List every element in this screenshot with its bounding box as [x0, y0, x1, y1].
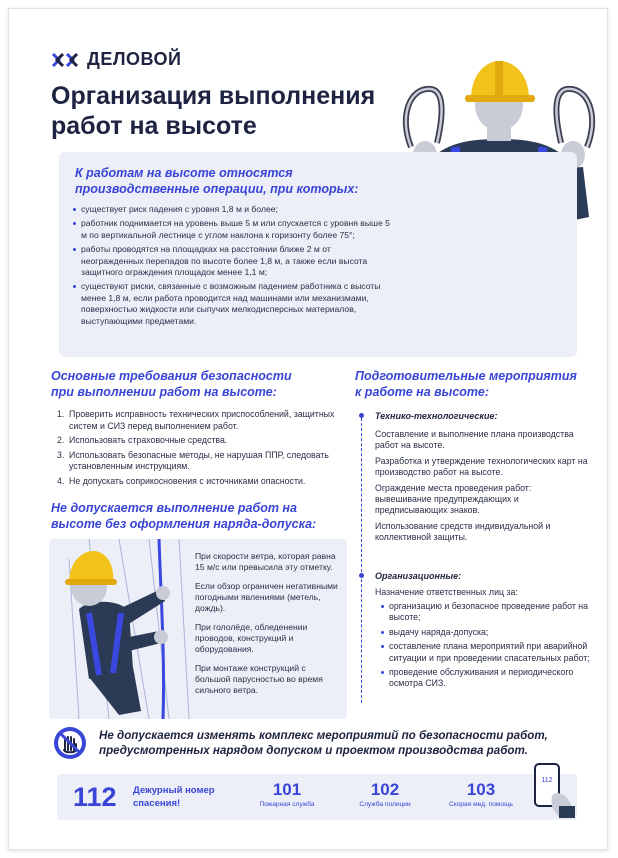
intro-heading: К работам на высоте относятся производственные операции, при которых: — [75, 166, 359, 196]
prep-heading: Подготовительные мероприятия к работе на высоте: — [355, 369, 577, 399]
org-heading: Организационные: — [375, 571, 462, 581]
list-item: 2. Использовать страховочные средства. — [57, 435, 228, 446]
service-number: 102 — [370, 780, 400, 799]
page-title: Организация выполнения работ на высоте — [51, 82, 376, 140]
phone-screen-number: 112 — [541, 777, 553, 784]
list-item: работник поднимается на уровень выше 5 м или спускается с уровня выше 5 м по вертикальной лестнице с углом наклона к горизонту более 75°; — [73, 218, 393, 241]
intro-list — [73, 204, 393, 330]
org-list — [381, 601, 591, 693]
permit-panel — [49, 539, 347, 719]
phone-in-hand-icon — [527, 760, 577, 820]
timeline-dot — [359, 413, 364, 418]
list-item: Использование средств индивидуальной и коллективной защиты. — [375, 520, 551, 543]
list-item: 1. Проверить исправность технических приспособлений, защитных систем и СИЗ перед выполнением работ. — [57, 409, 335, 431]
list-item: Разработка и утверждение технологических карт на производство работ на высоте. — [375, 455, 588, 478]
main-emergency-label: Дежурный номер спасения! — [133, 785, 215, 809]
timeline-dot — [359, 573, 364, 578]
warning-banner — [53, 725, 583, 761]
list-item: работы проводятся на площадках на расстоянии ближе 2 м от неогражденных перепадов по высоте более 1,8 м, а также если высота защитного ограждения площадок менее 1,1 м; — [73, 244, 393, 278]
timeline-line — [361, 413, 362, 703]
list-item: Ограждение места проведения работ: вывешивание предупреждающих и предписывающих знаков. — [375, 482, 532, 516]
requirements-heading: Основные требования безопасности при выполнении работ на высоте: — [51, 369, 292, 399]
prep-column — [359, 409, 591, 709]
service-label: Пожарная служба — [259, 801, 315, 808]
permit-heading: Не допускается выполнение работ на высоте без оформления наряда-допуска: — [51, 501, 317, 531]
list-item: 3. Использовать безопасные методы, не нарушая ППР, следовать установленным инструкциям. — [57, 449, 329, 472]
intro-panel — [59, 152, 577, 357]
list-item: существуют риски, связанные с возможным падением работника с высоты менее 1,8 м, если работа проводится над машинами или механизмами, поверхностью жидкости или сыпучих мелкодисперсных материалов, выступающими предметами. — [73, 281, 393, 327]
tech-list — [375, 429, 589, 548]
service-police — [341, 780, 429, 808]
list-item: 4. Не допускать соприкосновения с источниками опасности. — [57, 475, 306, 486]
service-fire — [243, 780, 331, 808]
permit-list — [195, 551, 343, 704]
warning-text: Не допускается изменять комплекс мероприятий по безопасности работ, предусмотренных нарядом допуском и проектом производства работ. — [99, 729, 548, 757]
list-item: При гололёде, обледенении проводов, конструкций и оборудования. — [195, 622, 308, 654]
service-ambulance — [437, 780, 525, 808]
main-emergency-number: 112 — [73, 782, 117, 812]
list-item: составление плана мероприятий при аварийной ситуации и при проведении спасательных работ; — [381, 641, 591, 664]
service-label: Скорая мед. помощь — [449, 801, 513, 808]
emergency-numbers-bar — [57, 774, 577, 820]
tech-heading: Технико-технологические: — [375, 411, 498, 421]
list-item: При монтаже конструкций с большой парусностью во время сильного ветра. — [195, 663, 323, 695]
requirements-list — [57, 409, 357, 491]
service-number: 103 — [466, 780, 496, 799]
org-lead: Назначение ответственных лиц за: — [375, 587, 518, 597]
service-number: 101 — [272, 780, 302, 799]
list-item: организацию и безопасное проведение работ на высоте; — [381, 601, 591, 624]
list-item: Составление и выполнение плана производства работ на высоте. — [375, 429, 574, 451]
brand-name: ДЕЛОВОЙ — [87, 49, 182, 69]
climber-illustration — [49, 539, 199, 719]
double-chevron-logo-icon — [51, 52, 79, 68]
list-item: выдачу наряда-допуска; — [381, 627, 591, 638]
list-item: существует риск падения с уровня 1,8 м и более; — [73, 204, 393, 215]
list-item: проведение обслуживания и периодического осмотра СИЗ. — [381, 667, 591, 690]
list-item: Если обзор ограничен негативными погодными явлениями (метель, дождь). — [195, 581, 338, 613]
brand — [51, 49, 181, 70]
service-label: Служба полиции — [359, 801, 411, 808]
list-item: При скорости ветра, которая равна 15 м/с или превысила эту отметку. — [195, 551, 336, 572]
no-hand-icon — [53, 726, 87, 760]
poster-page — [8, 8, 608, 850]
